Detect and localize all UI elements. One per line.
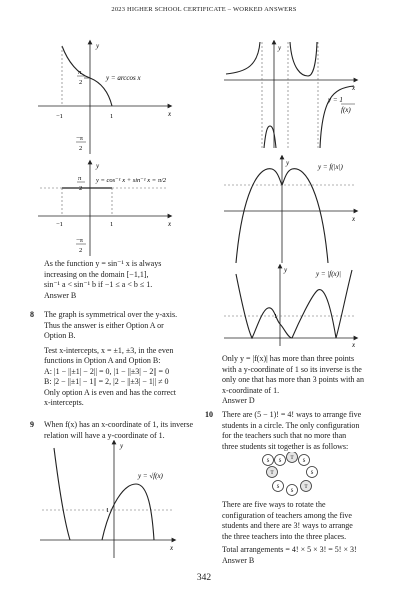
- minus-pi-num: −π: [76, 237, 83, 244]
- seating-diagram: [252, 452, 332, 500]
- one-label: 1: [110, 113, 114, 120]
- pi-over-2-den: 2: [79, 79, 83, 86]
- branch-1: [226, 42, 260, 74]
- sum-graph: [38, 158, 178, 258]
- arccos-curve: [62, 46, 112, 106]
- arccos-graph: [38, 38, 178, 156]
- one-label: 1: [110, 221, 114, 228]
- y-label: y: [96, 162, 100, 170]
- curve-label: y = arccos x: [106, 74, 141, 82]
- one-label: 1: [274, 313, 278, 320]
- abs-f-graph: [222, 264, 362, 348]
- seat-3-label: S: [302, 459, 306, 464]
- seat-2-label: T: [290, 456, 294, 461]
- abs-x-label: y = f(|x|): [318, 163, 343, 171]
- sqrt-f-graph: [40, 440, 180, 560]
- q10-solution: There are (5 − 1)! = 4! ways to arrange five students in a circle. The only configuration for the teachers such that no more than three students sit together is as follows:: [222, 410, 362, 451]
- minus-pi-den: 2: [79, 247, 83, 254]
- minus-pi-num: −π: [76, 135, 83, 142]
- f-abs-x-graph: [222, 155, 362, 265]
- y-label: y: [96, 42, 100, 50]
- seat-1-label: S: [278, 459, 282, 464]
- page-header: 2023 HIGHER SCHOOL CERTIFICATE – WORKED ANSWERS: [111, 6, 297, 13]
- q9-answer: Answer D: [222, 396, 255, 405]
- x-label: x: [168, 110, 172, 118]
- q9-conclusion: Only y = |f(x)| has more than three points with a y-coordinate of 1 so its inverse is the only one that has more than 3 points with an x-coordinate of 1. Answer D: [222, 354, 392, 407]
- page-number: 342: [196, 573, 212, 583]
- q8-number: 8: [30, 310, 34, 319]
- q8-solution: The graph is symmetrical over the y-axis. Thus the answer is either Option A or Option B. Test x-intercepts, x = ±1, ±3, in the even functions in Option A and Option B: A: |1 − ||±1| − 2|| = 0, |1 − ||±3| − 2|| = 0 B: |2 − ||±1| − 1|| = 2, |2 − ||±3| − 1|| ≠ 0 Only option A is even and has the correct x-intercepts.: [44, 310, 178, 407]
- curve: [236, 270, 352, 338]
- reciprocal-graph: [222, 40, 362, 150]
- recip-den: f(x): [341, 106, 351, 114]
- seat-8-label: T: [270, 471, 274, 476]
- q10-number: 10: [205, 410, 213, 419]
- minus-one-label: −1: [56, 113, 63, 120]
- pi-over-2-num: π: [78, 69, 82, 76]
- y-label: y: [278, 44, 282, 52]
- q7-answer: Answer B: [44, 290, 77, 300]
- sum-label: y = cos⁻¹ x + sin⁻¹ x = π/2: [96, 177, 167, 184]
- seat-9-label: S: [266, 459, 270, 464]
- sqrt-label: y = √f(x): [138, 472, 163, 480]
- seat-6-label: S: [290, 489, 294, 494]
- left-branch: [54, 448, 70, 540]
- right-branch: [102, 484, 154, 540]
- abs-f-label: y = |f(x)|: [316, 270, 341, 278]
- y-label: y: [284, 266, 288, 274]
- x-label: x: [170, 544, 174, 552]
- q7-conclusion: As the function y = sin⁻¹ x is always increasing on the domain [−1,1], sin⁻¹ a < sin⁻¹ b if −1 ≤ a < b ≤ 1. Answer B: [44, 259, 204, 301]
- minus-pi-den: 2: [79, 145, 83, 152]
- x-label: x: [352, 341, 356, 348]
- minus-one-label: −1: [56, 221, 63, 228]
- x-label: x: [352, 84, 356, 92]
- branch-3: [290, 42, 317, 76]
- seat-4-label: S: [310, 471, 314, 476]
- recip-label: y = 1: [328, 96, 343, 104]
- q10-answer: Answer B: [222, 555, 255, 565]
- q9-solution: When f(x) has an x-coordinate of 1, its inverse relation will have a y-coordinate of 1.: [44, 420, 194, 440]
- x-label: x: [352, 215, 356, 223]
- q9-number: 9: [30, 420, 34, 429]
- y-label: y: [286, 159, 290, 167]
- one-label: 1: [106, 507, 110, 514]
- x-label: x: [168, 220, 172, 228]
- seat-5-label: T: [304, 485, 308, 490]
- seat-7-label: S: [276, 485, 280, 490]
- pi-den: 2: [79, 185, 83, 192]
- q10-solution-cont: There are five ways to rotate the configuration of teachers among the five students and there are 3! ways to arrange the three teachers into the three places. Total arrangements = 4! × 5 × 3! = 5! × 3! Answer B: [222, 500, 394, 566]
- y-label: y: [120, 442, 124, 450]
- pi-num: π: [78, 175, 82, 182]
